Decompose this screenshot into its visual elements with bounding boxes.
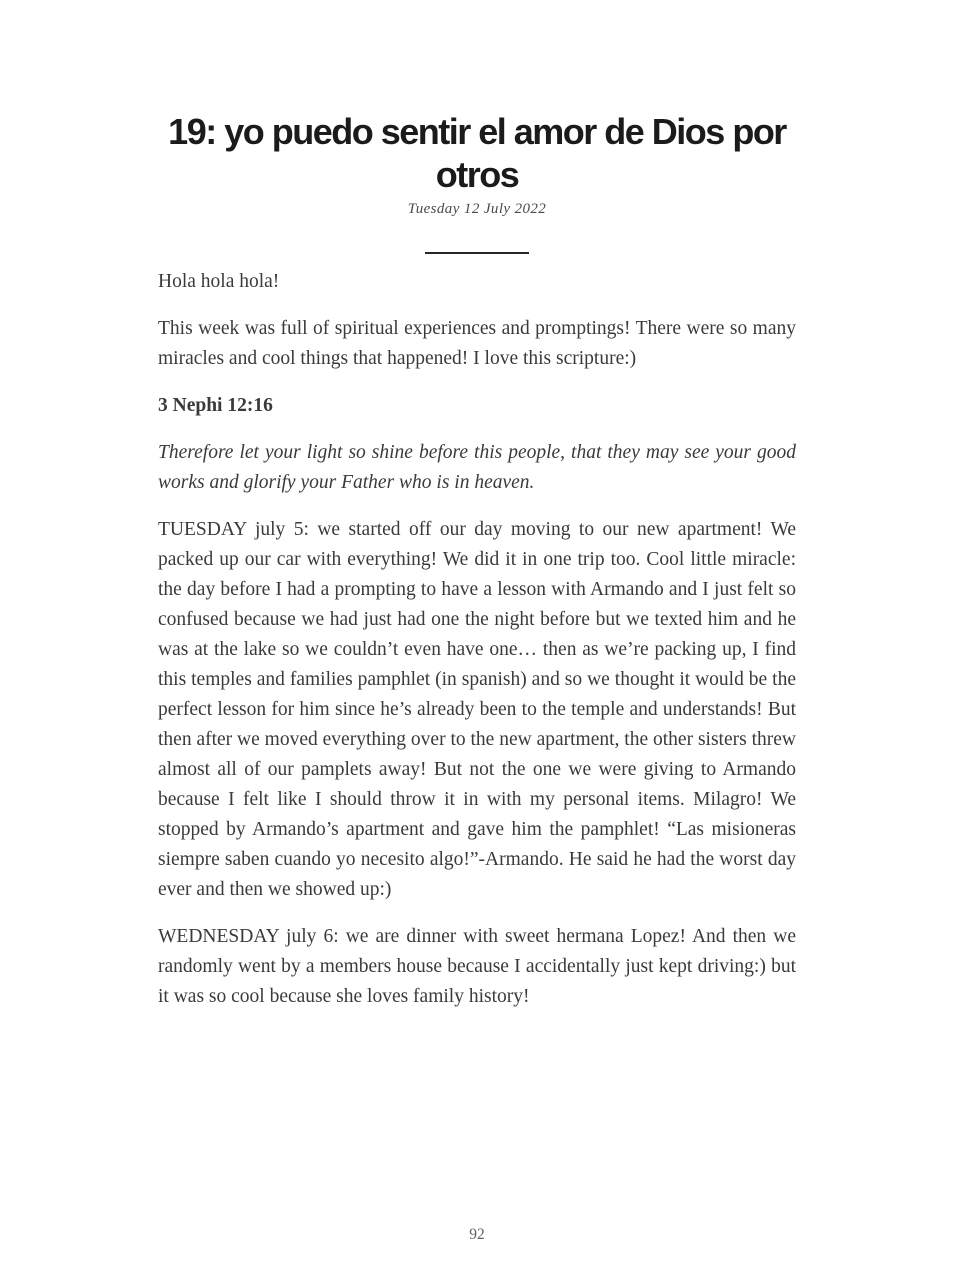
paragraph-greeting: Hola hola hola!	[158, 271, 280, 292]
paragraph-intro: This week was full of spiritual experiences and promptings! There were so many miracles and cool things that happened! I love this scripture:)	[158, 318, 796, 369]
page-number: 92	[469, 1226, 485, 1243]
journal-body	[158, 267, 796, 1012]
paragraph-wednesday: WEDNESDAY july 6: we are dinner with sweet hermana Lopez! And then we randomly went by a members house because I accidentally just kept driving:) but it was so cool because she loves family history!	[158, 926, 796, 1007]
paragraph-scripture-reference: 3 Nephi 12:16	[158, 395, 273, 416]
paragraph-scripture-quote: Therefore let your light so shine before this people, that they may see your good works and glorify your Father who is in heaven.	[158, 442, 796, 493]
content-column	[158, 0, 796, 1012]
page-title-line-2: otros	[435, 154, 519, 195]
page-title	[158, 0, 796, 196]
entry-date: Tuesday 12 July 2022	[407, 201, 547, 217]
page-title-line-1: 19: yo puedo sentir el amor de Dios por	[168, 111, 786, 152]
section-divider	[425, 252, 529, 254]
paragraph-tuesday: TUESDAY july 5: we started off our day moving to our new apartment! We packed up our car with everything! We did it in one trip too. Cool little miracle: the day before I had a prompting to have a lesson with Armando and I just felt so confused because we had just had one the night before but we texted him and he was at the lake so we couldn’t even have one… then as we’re packing up, I find this temples and families pamphlet (in spanish) and so we thought it would be the perfect lesson for him since he’s already been to the temple and understands! But then after we moved everything over to the new apartment, the other sisters threw almost all of our pamplets away! But not the one we were giving to Armando because I felt like I should throw it in with my personal items. Milagro! We stopped by Armando’s apartment and gave him the pamphlet! “Las misioneras siempre saben cuando yo necesito algo!”-Armando. He said he had the worst day ever and then we showed up:)	[158, 519, 796, 900]
